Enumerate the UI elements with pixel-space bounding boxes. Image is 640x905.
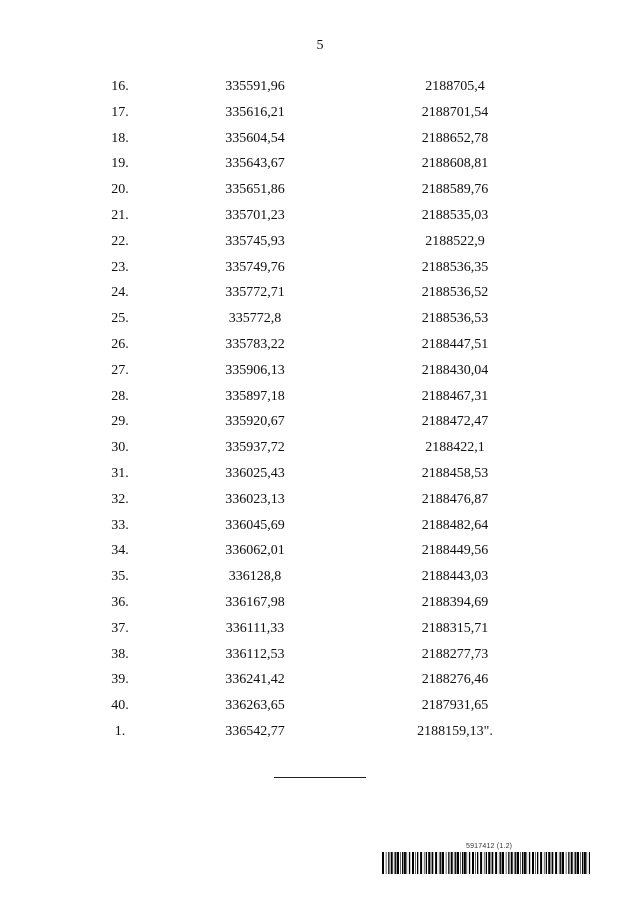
table-row [0, 229, 640, 255]
x-coordinate-cell: 336025,43 [225, 465, 285, 481]
point-number-cell: 35. [111, 569, 129, 585]
table-row [0, 435, 640, 461]
x-coordinate-cell: 335772,71 [225, 285, 285, 301]
table-row [0, 409, 640, 435]
point-number-cell: 36. [111, 594, 129, 610]
table-row [0, 306, 640, 332]
y-coordinate-cell: 2188476,87 [421, 491, 489, 507]
point-number-cell: 39. [111, 672, 129, 688]
table-row [0, 280, 640, 306]
table-row [0, 126, 640, 152]
y-coordinate-cell: 2188447,51 [421, 336, 489, 352]
y-coordinate-cell: 2188277,73 [421, 646, 489, 662]
point-number-cell: 37. [111, 620, 129, 636]
y-coordinate-cell: 2188443,03 [421, 569, 489, 585]
point-number-cell: 17. [111, 104, 129, 120]
y-coordinate-cell: 2188276,46 [421, 672, 489, 688]
table-row [0, 74, 640, 100]
x-coordinate-cell: 335701,23 [225, 207, 285, 223]
table-row [0, 384, 640, 410]
table-row [0, 151, 640, 177]
point-number-cell: 38. [111, 646, 129, 662]
table-row [0, 332, 640, 358]
table-row [0, 513, 640, 539]
x-coordinate-cell: 335651,86 [225, 182, 285, 198]
x-coordinate-cell: 335937,72 [225, 440, 285, 456]
table-row [0, 100, 640, 126]
x-coordinate-cell: 335604,54 [225, 130, 285, 146]
table-row [0, 590, 640, 616]
y-coordinate-cell: 2188467,31 [421, 388, 489, 404]
table-row [0, 203, 640, 229]
point-number-cell: 27. [111, 362, 129, 378]
y-coordinate-cell: 2188589,76 [421, 182, 489, 198]
table-row [0, 177, 640, 203]
y-coordinate-cell: 2188536,35 [421, 259, 489, 275]
divider-line [274, 777, 366, 778]
table-row [0, 255, 640, 281]
x-coordinate-cell: 335643,67 [225, 156, 285, 172]
x-coordinate-cell: 336542,77 [225, 723, 285, 739]
table-row [0, 616, 640, 642]
y-coordinate-cell: 2188430,04 [421, 362, 489, 378]
y-coordinate-cell: 2188315,71 [421, 620, 489, 636]
point-number-cell: 34. [111, 543, 129, 559]
point-number-cell: 28. [111, 388, 129, 404]
y-coordinate-cell: 2188701,54 [421, 104, 489, 120]
x-coordinate-cell: 335920,67 [225, 414, 285, 430]
point-number-cell: 30. [111, 440, 129, 456]
x-coordinate-cell: 336112,53 [225, 646, 285, 662]
point-number-cell: 19. [111, 156, 129, 172]
x-coordinate-cell: 336263,65 [225, 698, 285, 714]
point-number-cell: 22. [111, 233, 129, 249]
y-coordinate-cell: 2188608,81 [421, 156, 489, 172]
x-coordinate-cell: 335749,76 [225, 259, 285, 275]
point-number-cell: 40. [111, 698, 129, 714]
table-row [0, 642, 640, 668]
point-number-cell: 23. [111, 259, 129, 275]
point-number-cell: 1. [114, 723, 126, 739]
point-number-cell: 25. [111, 311, 129, 327]
point-number-cell: 26. [111, 336, 129, 352]
x-coordinate-cell: 336128,8 [228, 569, 282, 585]
table-row [0, 538, 640, 564]
point-number-cell: 32. [111, 491, 129, 507]
y-coordinate-cell: 2188652,78 [421, 130, 489, 146]
y-coordinate-cell: 2188536,53 [421, 311, 489, 327]
y-coordinate-cell: 2188159,13". [417, 723, 493, 739]
x-coordinate-cell: 336167,98 [225, 594, 285, 610]
y-coordinate-cell: 2188449,56 [421, 543, 489, 559]
y-coordinate-cell: 2187931,65 [421, 698, 489, 714]
point-number-cell: 20. [111, 182, 129, 198]
y-coordinate-cell: 2188458,53 [421, 465, 489, 481]
x-coordinate-cell: 336241,42 [225, 672, 285, 688]
table-row [0, 693, 640, 719]
x-coordinate-cell: 335591,96 [225, 79, 285, 94]
y-coordinate-cell: 2188536,52 [421, 285, 489, 301]
table-row [0, 487, 640, 513]
barcode-image [382, 852, 590, 874]
point-number-cell: 16. [111, 79, 129, 94]
point-number-cell: 29. [111, 414, 129, 430]
y-coordinate-cell: 2188482,64 [421, 517, 489, 533]
table-row [0, 667, 640, 693]
x-coordinate-cell: 336111,33 [225, 620, 285, 636]
x-coordinate-cell: 335897,18 [225, 388, 285, 404]
y-coordinate-cell: 2188472,47 [421, 414, 489, 430]
x-coordinate-cell: 335616,21 [225, 104, 285, 120]
point-number-cell: 21. [111, 207, 129, 223]
y-coordinate-cell: 2188535,03 [421, 207, 489, 223]
table-row [0, 719, 640, 745]
x-coordinate-cell: 336045,69 [225, 517, 285, 533]
point-number-cell: 33. [111, 517, 129, 533]
point-number-cell: 31. [111, 465, 129, 481]
x-coordinate-cell: 335783,22 [225, 336, 285, 352]
y-coordinate-cell: 2188705,4 [425, 79, 485, 94]
coordinates-table [0, 74, 640, 745]
table-row [0, 461, 640, 487]
point-number-cell: 24. [111, 285, 129, 301]
table-row [0, 358, 640, 384]
y-coordinate-cell: 2188522,9 [425, 233, 485, 249]
document-code: 5917412 (1.2) [466, 843, 513, 850]
point-number-cell: 18. [111, 130, 129, 146]
x-coordinate-cell: 336023,13 [225, 491, 285, 507]
x-coordinate-cell: 335745,93 [225, 233, 285, 249]
x-coordinate-cell: 335772,8 [228, 311, 282, 327]
y-coordinate-cell: 2188422,1 [425, 440, 485, 456]
x-coordinate-cell: 335906,13 [225, 362, 285, 378]
page-number: 5 [316, 38, 324, 53]
x-coordinate-cell: 336062,01 [225, 543, 285, 559]
y-coordinate-cell: 2188394,69 [421, 594, 489, 610]
table-row [0, 564, 640, 590]
